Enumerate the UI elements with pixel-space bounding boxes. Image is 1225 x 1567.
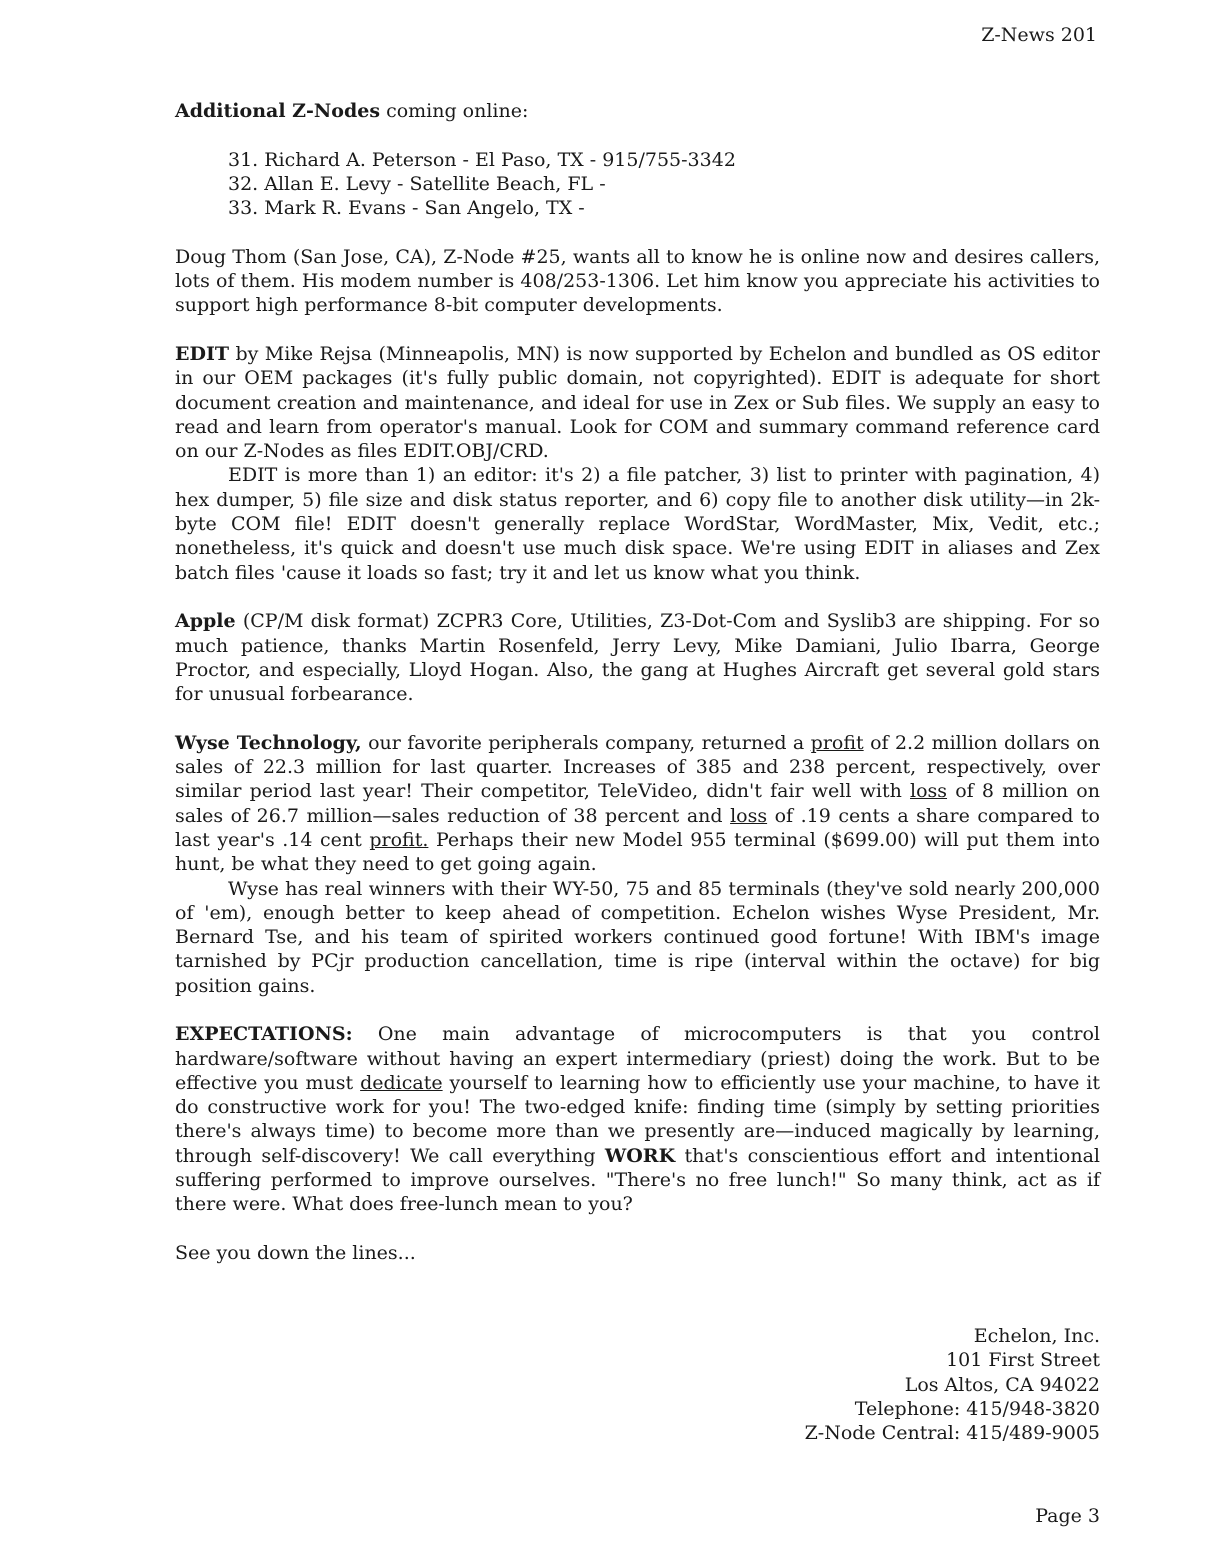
doug-paragraph: Doug Thom (San Jose, CA), Z-Node #25, wants all to know he is online now and desires callers, lots of them. His modem number is 408/253-1306. Let him know you appreciate his activities to support high performance 8-bit computer developments. (175, 245, 1100, 317)
signature-block (805, 1324, 1100, 1445)
edit-lead: EDIT (175, 342, 229, 365)
document-body (175, 99, 1100, 1290)
znodes-lead: Additional Z-Nodes (175, 100, 381, 122)
telephone: Telephone: 415/948-3820 (854, 1397, 1100, 1420)
company-name: Echelon, Inc. (973, 1325, 1100, 1347)
list-item: 32. Allan E. Levy - Satellite Beach, FL - (228, 172, 606, 195)
wyse-paragraph-2: Wyse has real winners with their WY-50, 75 and 85 terminals (they've sold nearly 200,000 of 'em), enough better to keep ahead of competition. Echelon wishes Wyse President, Mr. Bernard Tse, and his team of spirited workers continued good fortune! With IBM's image tarnished by PCjr production cancellation, time is ripe (interval within the octave) for big position gains. (175, 877, 1100, 997)
edit-paragraph-1: EDIT by Mike Rejsa (Minneapolis, MN) is now supported by Echelon and bundled as OS editor in our OEM packages (it's fully public domain, not copyrighted). EDIT is adequate for short document creation and maintenance, and ideal for use in Zex or Sub files. We supply an easy to read and learn from operator's manual. Look for COM and summary command reference card on our Z-Nodes as files EDIT.OBJ/CRD. (175, 342, 1100, 463)
apple-lead: Apple (175, 610, 236, 633)
closing-line: See you down the lines... (175, 1241, 416, 1264)
list-item: 33. Mark R. Evans - San Angelo, TX - (228, 197, 585, 220)
apple-paragraph: Apple (CP/M disk format) ZCPR3 Core, Utilities, Z3-Dot-Com and Syslib3 are shipping. For so much patience, thanks Martin Rosenfeld, Jerry Levy, Mike Damiani, Julio Ibarra, George Proctor, and especially, Lloyd Hogan. Also, the gang at Hughes Aircraft get several gold stars for unusual forbearance. (175, 610, 1100, 706)
running-header: Z-News 201 (981, 24, 1097, 46)
street-address: 101 First Street (946, 1349, 1100, 1372)
expectations-paragraph: EXPECTATIONS: One main advantage of microcomputers is that you control hardware/software without having an expert intermediary (priest) doing the work. But to be effective you must dedicate yourself to learning how to efficiently use your machine, to have it do constructive work for you! The two-edged knife: finding time (simply by setting priorities there's always time) to become more than we presently are—induced magically by learning, through self-discovery! We call everything WORK that's conscientious effort and intentional suffering performed to improve ourselves. "There's no free lunch!" So many think, act as if there were. What does free-lunch mean to you? (175, 1023, 1100, 1216)
edit-paragraph-2: EDIT is more than 1) an editor: it's 2) a file patcher, 3) list to printer with pagination, 4) hex dumper, 5) file size and disk status reporter, and 6) copy file to another disk utility—in 2k-byte COM file! EDIT doesn't generally replace WordStar, WordMaster, Mix, Vedit, etc.; nonetheless, it's quick and doesn't use much disk space. We're using EDIT in aliases and Zex batch files 'cause it loads so fast; try it and let us know what you think. (175, 464, 1100, 584)
city-state-zip: Los Altos, CA 94022 (904, 1373, 1100, 1396)
list-item: 31. Richard A. Peterson - El Paso, TX - 915/755-3342 (228, 148, 736, 171)
znode-central: Z-Node Central: 415/489-9005 (804, 1422, 1100, 1445)
wyse-paragraph-1: Wyse Technology, our favorite peripherals company, returned a profit of 2.2 million dollars on sales of 22.3 million for last quarter. Increases of 385 and 238 percent, respectively, over similar period last year! Their competitor, TeleVideo, didn't fair well with loss of 8 million on sales of 26.7 million—sales reduction of 38 percent and loss of .19 cents a share compared to last year's .14 cent profit. Perhaps their new Model 955 terminal ($699.00) will put them into hunt, be what they need to get going again. (175, 731, 1100, 876)
wyse-lead: Wyse Technology, (175, 731, 362, 754)
znode-list (228, 148, 1100, 221)
page-number: Page 3 (1035, 1505, 1100, 1527)
expectations-lead: EXPECTATIONS: (175, 1023, 353, 1046)
znodes-intro: Additional Z-Nodes coming online: (175, 100, 529, 122)
